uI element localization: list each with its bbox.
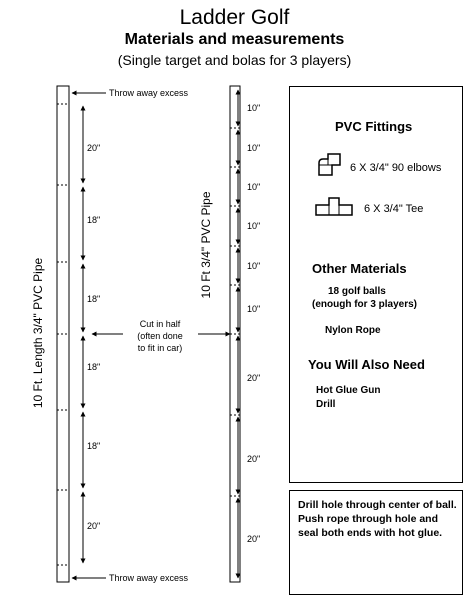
tee-icon <box>314 195 354 217</box>
right-segment-label: 20" <box>247 534 261 544</box>
tee-text: 6 X 3/4" Tee <box>364 203 424 215</box>
left-segment-label: 18" <box>87 215 101 225</box>
right-segment-label: 10" <box>247 261 261 271</box>
right-segment-label: 10" <box>247 103 261 113</box>
tool-hot-glue-gun: Hot Glue Gun <box>316 385 381 396</box>
cut-note-line-2: (often done <box>137 331 183 341</box>
page-title: Ladder Golf <box>179 6 290 29</box>
right-segment-label: 10" <box>247 143 261 153</box>
throw-away-top-label: Throw away excess <box>109 88 189 98</box>
tool-drill: Drill <box>316 399 336 410</box>
left-segment-label: 20" <box>87 521 101 531</box>
left-segment-label: 18" <box>87 441 101 451</box>
right-pipe-label: 10 Ft 3/4" PVC Pipe <box>199 191 213 299</box>
note-text: Drill hole through center of ball. Push rope through hole and seal both ends with hot glue. <box>298 499 457 539</box>
right-segment-label: 10" <box>247 221 261 231</box>
elbow-icon <box>316 151 346 179</box>
left-pipe-label: 10 Ft. Length 3/4" PVC Pipe <box>31 257 45 409</box>
pvc-fittings-heading: PVC Fittings <box>335 119 413 134</box>
also-need-heading: You Will Also Need <box>308 357 425 372</box>
left-segment-label: 20" <box>87 143 101 153</box>
page-subtitle: Materials and measurements <box>124 31 345 48</box>
right-segment-label: 10" <box>247 182 261 192</box>
right-segment-label: 20" <box>247 373 261 383</box>
cut-note-line-3: to fit in car) <box>137 343 183 353</box>
left-segment-label: 18" <box>87 294 101 304</box>
nylon-rope-text: Nylon Rope <box>325 325 381 336</box>
right-segment-label: 10" <box>247 304 261 314</box>
materials-box <box>289 86 463 483</box>
page-subtitle-detail: (Single target and bolas for 3 players) <box>117 52 352 68</box>
note-box <box>289 490 463 595</box>
other-materials-heading: Other Materials <box>312 261 407 276</box>
throw-away-bottom-label: Throw away excess <box>109 573 189 583</box>
right-segment-label: 20" <box>247 454 261 464</box>
left-pipe <box>57 86 69 582</box>
elbows-text: 6 X 3/4" 90 elbows <box>350 162 442 174</box>
left-segment-label: 18" <box>87 362 101 372</box>
cut-note-line-1: Cut in half <box>139 319 181 329</box>
golf-balls-note: (enough for 3 players) <box>312 299 418 310</box>
golf-balls-text: 18 golf balls <box>328 286 386 297</box>
